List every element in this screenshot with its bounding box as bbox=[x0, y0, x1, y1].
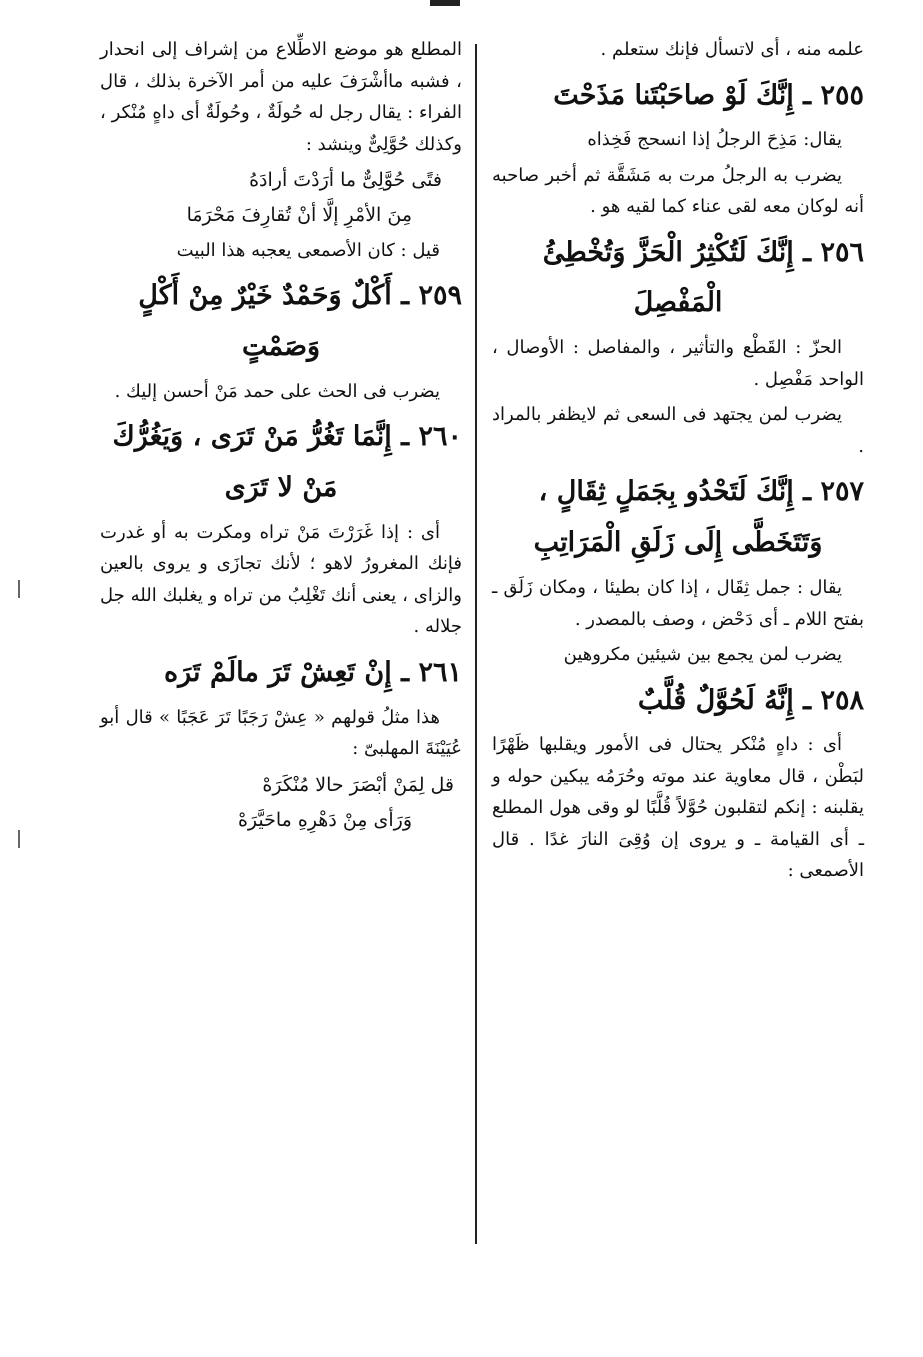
proverb-heading-259: ٢٥٩ ـ أَكْلٌ وَحَمْدٌ خَيْرٌ مِنْ أَكْلٍ bbox=[138, 280, 462, 311]
proverb-heading-256: ٢٥٦ ـ إِنَّكَ لَتُكْثِرُ الْحَزَّ وَتُخْطِئُ bbox=[542, 236, 864, 268]
proverb-heading-255: ٢٥٥ ـ إِنَّكَ لَوْ صاحَبْتَنا مَذَحْتَ bbox=[553, 79, 864, 111]
paragraph: أى : إذا غَرَرْتَ مَنْ تراه ومكرت به أو غدرت فإنك المغرورُ لاهو ؛ لأنك تجازَى و يروى بالعين والزاى ، يعنى أنك تَغْلِبُ من تراه و يغلبك الله جل جلاله . bbox=[100, 521, 462, 638]
margin-mark bbox=[18, 580, 20, 598]
paragraph: يضرب لمن يجتهد فى السعى ثم لايظفر بالمراد . bbox=[492, 404, 864, 457]
paragraph: يقال : جمل ثِقَال ، إذا كان بطيئا ، ومكان زَلَق ـ بفتح اللام ـ أى دَحْض ، وصف بالمصدر . bbox=[492, 577, 864, 630]
paragraph: علمه منه ، أى لاتسأل فإنك ستعلم . bbox=[600, 39, 864, 60]
paragraph: أى : داهٍ مُنْكر يحتال فى الأمور ويقلبها ظَهْرًا لبَطْن ، قال معاوية عند موته وحُرَمُه يبكين حوله و يقلبنه : إنكم لتقلبون حُوَّلاً قُلَّبًا لو وقى هول المطلع ـ أى القيامة ـ و يروى إن وُقِىَ النارَ غدًا . قال الأصمعى : bbox=[492, 734, 864, 882]
verse-line: قل لِمَنْ أبْصَرَ حالا مُنْكَرَهْ bbox=[262, 773, 454, 796]
proverb-heading-261: ٢٦١ ـ إِنْ تَعِشْ تَرَ مالَمْ تَرَه bbox=[164, 656, 462, 688]
proverb-heading-258: ٢٥٨ ـ إِنَّهُ لَحُوَّلٌ قُلَّبٌ bbox=[637, 684, 864, 716]
paragraph: قيل : كان الأصمعى يعجبه هذا البيت bbox=[176, 239, 440, 261]
proverb-heading-256-continued: الْمَفْصِلَ bbox=[633, 287, 723, 319]
column-divider bbox=[475, 44, 477, 1244]
paragraph: المطلع هو موضع الاطِّلاع من إشراف إلى انحدار ، فشبه ماأشْرَفَ عليه من أمر الآخرة بذلك ، قال الفراء : يقال رجل له حُولَةٌ ، وحُولَةٌ أى داهٍ مُنْكر ، وكذلك حُوَّلِىٌّ وينشد : bbox=[100, 39, 462, 155]
right-column bbox=[492, 34, 864, 891]
verse-line: وَرَأى مِنْ دَهْرِهِ ماحَيَّرَهْ bbox=[237, 808, 412, 831]
paragraph: يضرب فى الحث على حمد مَنْ أحسن إليك . bbox=[114, 380, 440, 402]
left-column bbox=[100, 34, 462, 839]
margin-mark bbox=[18, 830, 20, 848]
proverb-heading-257: ٢٥٧ ـ إِنَّكَ لَتَحْدُو بِجَمَلٍ ثِقَالٍ ، bbox=[538, 476, 864, 508]
paragraph: يضرب لمن يجمع بين شيئين مكروهين bbox=[563, 644, 842, 666]
proverb-heading-260-continued: مَنْ لا تَرَى bbox=[224, 471, 338, 503]
proverb-heading-259-continued: وَصَمْتٍ bbox=[241, 330, 321, 362]
paragraph: يقال: مَذِحَ الرجلُ إذا انسحج فَخِذاه bbox=[587, 129, 842, 151]
page-number-fragment bbox=[430, 0, 460, 6]
verse-line: مِنَ الأمْرِ إلَّا أنْ تُقارِفَ مَحْرَمَا bbox=[186, 204, 412, 227]
paragraph: يضرب به الرجلُ مرت به مَشَقَّة ثم أخبر صاحبه أنه لوكان معه لقى عناء كما لقيه هو . bbox=[492, 164, 864, 218]
proverb-heading-260: ٢٦٠ ـ إِنَّمَا تَغُرُّ مَنْ تَرَى ، وَيَغُرُّكَ bbox=[112, 421, 462, 453]
paragraph: هذا مثلُ قولهم « عِشْ رَجَبًا تَرَ عَجَبًا » قال أبو عُيَيْنَةَ المهلبىّ : bbox=[100, 706, 462, 760]
verse-line: فتًى حُوَّلِىٌّ ما أرَدْتَ أرادَهُ bbox=[249, 169, 442, 191]
proverb-heading-257-continued: وَتَتَخَطَّى إِلَى زَلَقِ الْمَرَاتِبِ bbox=[533, 526, 823, 558]
paragraph: الحزّ : القَطْع والتأثير ، والمفاصل : الأوصال ، الواحد مَفْصِل . bbox=[492, 337, 864, 390]
